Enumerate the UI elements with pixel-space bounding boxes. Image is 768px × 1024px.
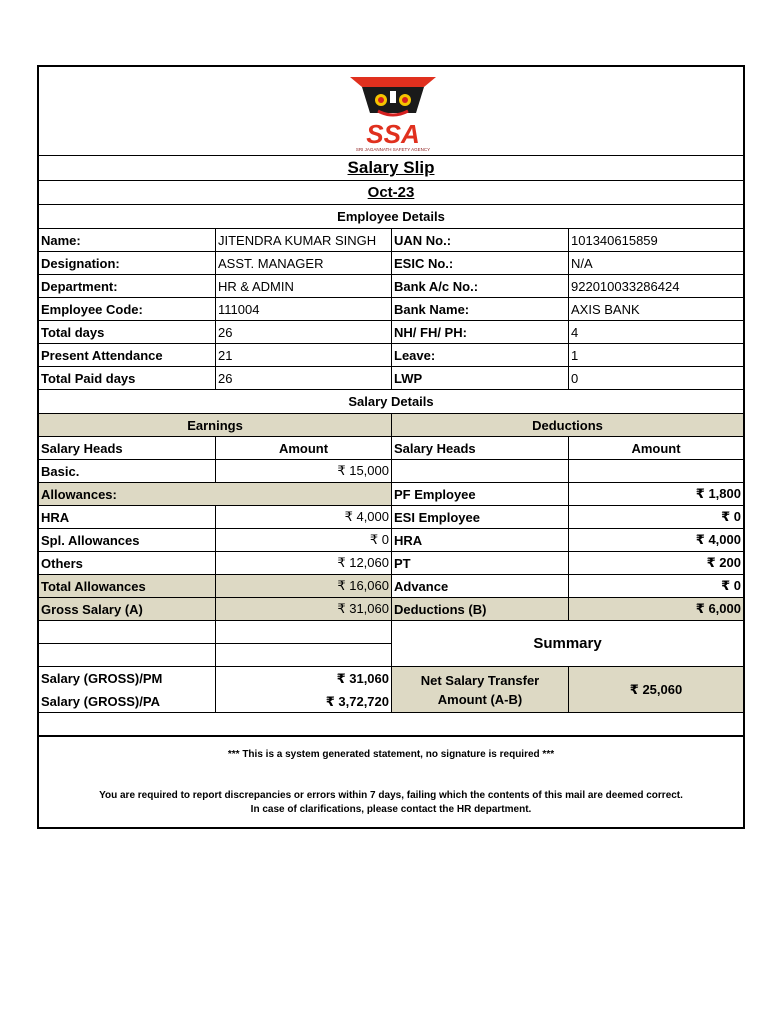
detail-value: 21 [215,344,391,366]
employee-row [39,366,743,389]
detail-value: 101340615859 [568,229,743,251]
total-deductions-label: Deductions (B) [391,598,568,620]
earning-amount: ₹ 15,000 [215,460,391,482]
deduction-label: ESI Employee [391,506,568,528]
deduction-label: PT [391,552,568,574]
deduction-label: HRA [391,529,568,551]
detail-value: ASST. MANAGER [215,252,391,274]
salary-details-heading: Salary Details [348,394,434,409]
summary-title: Summary [391,621,743,666]
detail-value: 111004 [215,298,391,320]
earning-label: Basic. [41,463,80,479]
detail-value: 26 [215,321,391,343]
salary-row [39,574,743,597]
deduction-amount: ₹ 4,000 [568,529,743,551]
logo-text: SSA [366,119,420,149]
detail-label: Bank Name: [391,298,568,320]
earning-amount: ₹ 12,060 [215,552,391,574]
employee-row [39,343,743,366]
detail-label: Leave: [391,344,568,366]
detail-label: Total Paid days [41,370,136,386]
employee-row [39,320,743,343]
earning-label: Others [41,555,83,571]
column-header: Amount [568,437,743,459]
total-allowances-amount: ₹ 16,060 [215,575,391,597]
detail-label: Employee Code: [41,301,143,317]
salary-row [39,505,743,528]
salary-row [39,597,743,620]
net-label-line-2: Amount (A-B) [437,691,523,707]
gross-pa-amount: ₹ 3,72,720 [215,690,391,713]
empty-cell [568,460,743,482]
contact-note: In case of clarifications, please contact the HR department. [250,804,532,815]
salary-row [39,482,743,505]
detail-value: 1 [568,344,743,366]
gross-pa-label: Salary (GROSS)/PA [41,694,160,709]
total-deductions-amount: ₹ 6,000 [568,598,743,620]
detail-value: HR & ADMIN [215,275,391,297]
detail-label: Bank A/c No.: [391,275,568,297]
page-title: Salary Slip [347,158,435,177]
earnings-heading: Earnings [39,414,391,436]
earning-label: Spl. Allowances [41,532,140,548]
detail-value: 922010033286424 [568,275,743,297]
summary-top [39,620,743,666]
period: Oct-23 [367,184,415,201]
deduction-amount: ₹ 0 [568,506,743,528]
employee-row [39,228,743,251]
earning-amount: ₹ 4,000 [215,506,391,528]
footer [39,735,743,827]
company-logo [348,73,438,153]
detail-label: Total days [41,324,105,340]
detail-label: ESIC No.: [391,252,568,274]
allowances-label: Allowances: [39,483,391,505]
discrepancy-note: You are required to report discrepancies or errors within 7 days, failing which the contents of this mail are deemed correct. [99,790,683,801]
deduction-label: PF Employee [391,483,568,505]
earning-amount: ₹ 0 [215,529,391,551]
detail-label: UAN No.: [391,229,568,251]
employee-row [39,251,743,274]
detail-label: NH/ FH/ PH: [391,321,568,343]
column-header: Salary Heads [391,437,568,459]
system-note: *** This is a system generated statement, no signature is required *** [227,749,555,760]
gross-salary-amount: ₹ 31,060 [215,598,391,620]
employee-row [39,297,743,320]
logo-area [39,67,743,155]
detail-label: Designation: [41,255,120,271]
gross-salary-label: Gross Salary (A) [39,598,215,620]
deduction-amount: ₹ 0 [568,575,743,597]
salary-row [39,459,743,482]
employee-details-heading: Employee Details [337,209,445,224]
logo-caption: SRI JAGANNATH SAFETY AGENCY [355,147,431,152]
gross-pm-amount: ₹ 31,060 [215,667,391,690]
earning-label: HRA [41,509,70,525]
gross-pm-label: Salary (GROSS)/PM [41,671,163,686]
salary-slip [37,65,745,829]
detail-label: Department: [41,278,118,294]
detail-label: Name: [41,232,81,248]
detail-value: 4 [568,321,743,343]
detail-label: Present Attendance [41,347,163,363]
total-allowances-label: Total Allowances [39,575,215,597]
deduction-amount: ₹ 200 [568,552,743,574]
summary-bottom [39,666,743,712]
deduction-amount: ₹ 1,800 [568,483,743,505]
deductions-heading: Deductions [391,414,743,436]
spacer-row [39,712,743,735]
detail-label: LWP [391,367,568,389]
net-label-line-1: Net Salary Transfer [420,672,540,688]
column-header: Amount [215,437,391,459]
detail-value: AXIS BANK [568,298,743,320]
employee-row [39,274,743,297]
detail-value: JITENDRA KUMAR SINGH [215,229,391,251]
detail-value: N/A [568,252,743,274]
empty-cell [391,460,568,482]
detail-value: 0 [568,367,743,389]
detail-value: 26 [215,367,391,389]
salary-row [39,551,743,574]
column-header: Salary Heads [41,440,123,456]
net-salary-label [391,667,568,712]
deduction-label: Advance [391,575,568,597]
salary-row [39,528,743,551]
net-salary-amount: ₹ 25,060 [568,667,743,712]
